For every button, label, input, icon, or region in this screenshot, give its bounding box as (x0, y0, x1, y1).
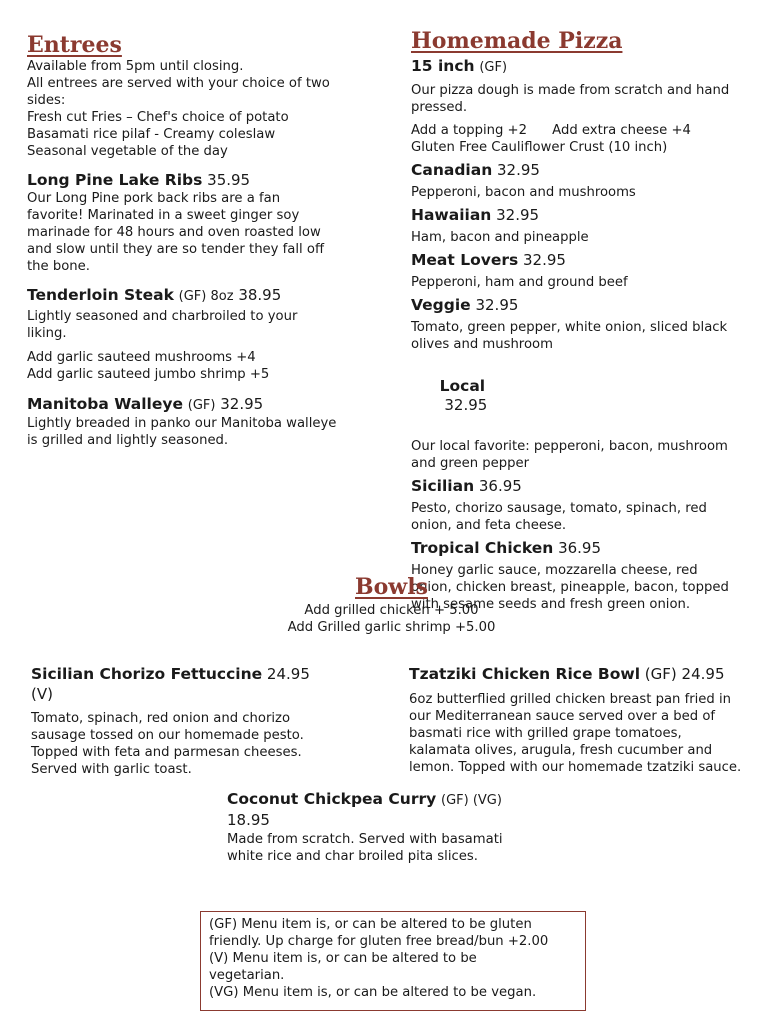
desc-line: the bone. (27, 259, 90, 274)
pizza-item-canadian (411, 161, 771, 201)
desc-line: Pepperoni, bacon and mushrooms (411, 185, 636, 200)
item-price: 36.95 (558, 539, 602, 557)
item-description (411, 184, 771, 201)
item-name: Hawaiian (411, 206, 492, 224)
addon-line: Add Grilled garlic shrimp +5.00 (287, 620, 496, 635)
item-heading (411, 161, 771, 180)
menu-item-walleye (27, 395, 377, 449)
item-price: 32.95 (475, 296, 519, 314)
pizza-intro (411, 82, 771, 116)
addon-line: Add grilled chicken + 5.00 (304, 603, 479, 618)
legend-line: friendly. Up charge for gluten free bread/bun +2.00 (209, 934, 549, 949)
item-description (27, 190, 377, 275)
desc-line: 6oz butterflied grilled chicken breast pan fried in (409, 692, 731, 707)
pizza-title: Homemade Pizza (411, 28, 623, 54)
item-description (227, 831, 557, 865)
item-name: Meat Lovers (411, 251, 519, 269)
item-price-line (227, 811, 557, 830)
item-name: Tenderloin Steak (27, 286, 174, 304)
desc-line: Honey garlic sauce, mozzarella cheese, red (411, 563, 698, 578)
bowl-item-curry (227, 790, 557, 865)
legend-line: (V) Menu item is, or can be altered to be (209, 951, 477, 966)
item-price: 38.95 (238, 286, 282, 304)
item-heading (31, 665, 371, 684)
entrees-title: Entrees (27, 32, 122, 58)
pizza-options (411, 122, 771, 156)
intro-line: Basamati rice pilaf - Creamy coleslaw (27, 127, 276, 142)
pizza-item-meat-lovers (411, 251, 771, 291)
desc-line: Our Long Pine pork back ribs are a fan (27, 191, 281, 206)
desc-line: Served with garlic toast. (31, 762, 192, 777)
topping-line: Add a topping +2 Add extra cheese +4 (411, 123, 691, 138)
item-heading (411, 358, 771, 434)
item-tag: (GF) (644, 665, 677, 683)
item-heading (27, 395, 377, 415)
desc-line: marinade for 48 hours and oven roasted low (27, 225, 321, 240)
desc-line: Made from scratch. Served with basamati (227, 832, 503, 847)
crust-line: Gluten Free Cauliflower Crust (10 inch) (411, 140, 668, 155)
item-description (411, 438, 771, 472)
item-heading (411, 206, 771, 225)
desc-line: olives and mushroom (411, 337, 553, 352)
item-description (409, 691, 779, 776)
pizza-size-heading (411, 57, 771, 77)
legend-line: (VG) Menu item is, or can be altered to be vegan. (209, 985, 537, 1000)
menu-item-ribs (27, 171, 377, 275)
item-description (411, 500, 771, 534)
pizza-item-local (411, 358, 771, 472)
item-addons (27, 349, 377, 383)
desc-line: Tomato, spinach, red onion and chorizo (31, 711, 291, 726)
item-name: Local (439, 377, 486, 395)
intro-line: Fresh cut Fries – Chef's choice of potato (27, 110, 289, 125)
item-heading (411, 477, 771, 496)
item-heading (411, 251, 771, 270)
legend-line: (GF) Menu item is, or can be altered to be gluten (209, 917, 532, 932)
desc-line: lemon. Topped with our homemade tzatziki sauce. (409, 760, 742, 775)
item-name: Veggie (411, 296, 471, 314)
desc-line: Lightly seasoned and charbroiled to your (27, 309, 298, 324)
menu-item-steak (27, 286, 377, 383)
desc-line: kalamata olives, arugula, fresh cucumber and (409, 743, 713, 758)
entrees-section (27, 32, 377, 449)
bowls-title: Bowls (355, 574, 428, 600)
desc-line: our Mediterranean sauce served over a bed of (409, 709, 716, 724)
pizza-size: 15 inch (411, 57, 475, 75)
intro-line: All entrees are served with your choice of two (27, 76, 330, 91)
desc-line: favorite! Marinated in a sweet ginger soy (27, 208, 300, 223)
desc-line: Our local favorite: pepperoni, bacon, mushroom (411, 439, 728, 454)
item-description (411, 319, 771, 353)
pizza-size-tag: (GF) (479, 60, 508, 75)
item-tag: (GF) 8oz (178, 289, 234, 304)
item-description (411, 274, 771, 291)
pizza-item-hawaiian (411, 206, 771, 246)
item-name: Manitoba Walleye (27, 395, 183, 413)
item-price: 32.95 (220, 395, 264, 413)
desc-line: basmati rice with grilled grape tomatoes, (409, 726, 682, 741)
item-description (27, 415, 377, 449)
addon-line: Add garlic sauteed mushrooms +4 (27, 350, 256, 365)
desc-line: Pepperoni, ham and ground beef (411, 275, 628, 290)
item-name: Coconut Chickpea Curry (227, 790, 437, 808)
item-description (411, 229, 771, 246)
desc-line: is grilled and lightly seasoned. (27, 433, 229, 448)
item-price: 32.95 (496, 206, 540, 224)
desc-line: Our pizza dough is made from scratch and hand (411, 83, 730, 98)
desc-line: Pesto, chorizo sausage, tomato, spinach, red (411, 501, 707, 516)
bowl-item-tzatziki (409, 665, 779, 776)
pizza-item-sicilian (411, 477, 771, 534)
bowl-item-fettuccine (31, 665, 371, 778)
desc-line: and green pepper (411, 456, 530, 471)
item-name: Sicilian (411, 477, 475, 495)
desc-line: liking. (27, 326, 67, 341)
desc-line: Tomato, green pepper, white onion, sliced black (411, 320, 728, 335)
desc-line: white rice and char broiled pita slices. (227, 849, 478, 864)
item-tag: (GF) (187, 398, 216, 413)
item-price: 36.95 (478, 477, 522, 495)
item-price: 32.95 (439, 396, 488, 414)
pizza-item-veggie (411, 296, 771, 353)
desc-line: Lightly breaded in panko our Manitoba walleye (27, 416, 337, 431)
item-description (31, 710, 371, 778)
item-tag: (GF) (VG) (441, 793, 502, 808)
item-price: 32.95 (497, 161, 540, 179)
item-name: Canadian (411, 161, 493, 179)
item-heading (411, 539, 771, 558)
addon-line: Add garlic sauteed jumbo shrimp +5 (27, 367, 270, 382)
desc-line: pressed. (411, 100, 468, 115)
item-price: 24.95 (681, 665, 725, 683)
desc-line: Topped with feta and parmesan cheeses. (31, 745, 302, 760)
desc-line: onion, and feta cheese. (411, 518, 567, 533)
item-heading (409, 665, 779, 684)
item-tag-line (31, 685, 371, 704)
legend-line: vegetarian. (209, 968, 285, 983)
desc-line: with sesame seeds and fresh green onion. (411, 597, 691, 612)
item-price: 18.95 (227, 811, 270, 829)
desc-line: Ham, bacon and pineapple (411, 230, 589, 245)
bowls-addons (0, 602, 783, 636)
item-name: Tzatziki Chicken Rice Bowl (409, 665, 641, 683)
intro-line: Seasonal vegetable of the day (27, 144, 228, 159)
item-price: 35.95 (207, 171, 251, 189)
intro-line: sides: (27, 93, 66, 108)
item-name: Long Pine Lake Ribs (27, 171, 203, 189)
item-price: 32.95 (523, 251, 566, 269)
desc-line: onion, chicken breast, pineapple, bacon, topped (411, 580, 729, 595)
intro-line: Available from 5pm until closing. (27, 59, 244, 74)
item-name: Sicilian Chorizo Fettuccine (31, 665, 263, 683)
bowls-header (0, 574, 783, 636)
item-heading (27, 286, 377, 306)
pizza-section (411, 28, 771, 613)
entrees-intro (27, 58, 377, 160)
item-tag: (V) (31, 685, 53, 703)
item-heading (411, 296, 771, 315)
item-heading (27, 171, 377, 190)
item-name: Tropical Chicken (411, 539, 554, 557)
item-description (27, 308, 377, 342)
item-heading (227, 790, 557, 810)
item-price: 24.95 (266, 665, 310, 683)
dietary-legend-box (200, 911, 586, 1011)
desc-line: sausage tossed on our homemade pesto. (31, 728, 304, 743)
desc-line: and slow until they are so tender they fall off (27, 242, 325, 257)
